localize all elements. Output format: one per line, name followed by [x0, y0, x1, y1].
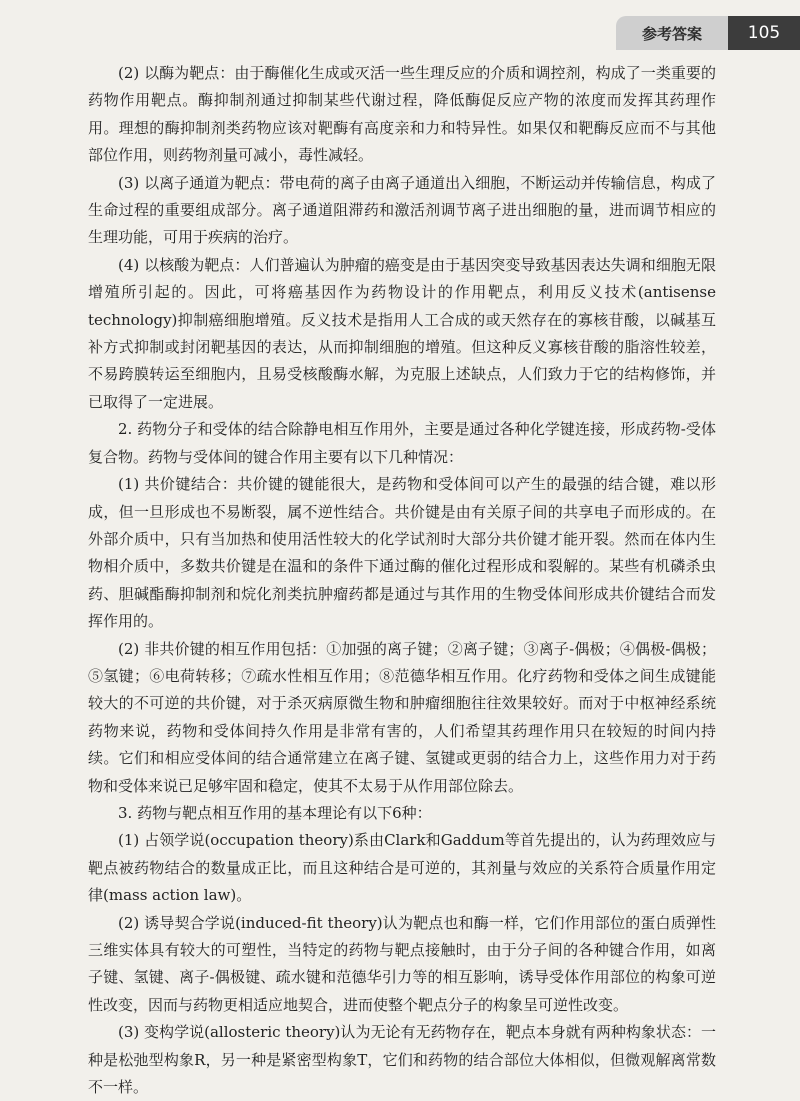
paragraph-ion-channel-target: (3) 以离子通道为靶点：带电荷的离子由离子通道出入细胞，不断运动并传输信息，构成了生命过程的重要组成部分。离子通道阻滞药和激活剂调节离子进出细胞的量，进而调节相应的生理功能，可用于疾病的治疗。	[88, 173, 716, 247]
paragraph-section-3-intro: 3. 药物与靶点相互作用的基本理论有以下6种：	[118, 803, 432, 822]
paragraph-enzyme-target: (2) 以酶为靶点：由于酶催化生成或灭活一些生理反应的介质和调控剂，构成了一类重要的药物作用靶点。酶抑制剂通过抑制某些代谢过程，降低酶促反应产物的浓度而发挥其药理作用。理想的酶抑制剂类药物应该对靶酶有高度亲和力和特异性。如果仅和靶酶反应而不与其他部位作用，则药物剂量可减小，毒性减轻。	[88, 64, 716, 165]
paragraph-induced-fit-theory: (2) 诱导契合学说(induced-fit theory)认为靶点也和酶一样，它们作用部位的蛋白质弹性三维实体具有较大的可塑性，当特定的药物与靶点接触时，由于分子间的各种键合作用，如离子键、氢键、离子-偶极键、疏水键和范德华引力等的相互影响，诱导受体作用部位的构象可逆性改变，因而与药物更相适应地契合，进而使整个靶点分子的构象呈可逆性改变。	[88, 913, 716, 1014]
page-body	[88, 60, 716, 1101]
paragraph-covalent-bond: (1) 共价键结合：共价键的键能很大，是药物和受体间可以产生的最强的结合键，难以形成，但一旦形成也不易断裂，属不逆性结合。共价键是由有关原子间的共享电子而形成的。在外部介质中，只有当加热和使用活性较大的化学试剂时大部分共价键才能开裂。然而在体内生物相介质中，多数共价键是在温和的条件下通过酶的催化过程形成和裂解的。某些有机磷杀虫药、胆碱酯酶抑制剂和烷化剂类抗肿瘤药都是通过与其作用的生物受体间形成共价键结合而发挥作用的。	[88, 475, 716, 631]
paragraph-allosteric-theory: (3) 变构学说(allosteric theory)认为无论有无药物存在，靶点本身就有两种构象状态：一种是松弛型构象R，另一种是紧密型构象T，它们和药物的结合部位大体相似，但微观解离常数不一样。	[88, 1023, 716, 1097]
page-header-tab	[616, 16, 800, 50]
paragraph-nucleic-acid-target: (4) 以核酸为靶点：人们普遍认为肿瘤的癌变是由于基因突变导致基因表达失调和细胞无限增殖所引起的。因此，可将癌基因作为药物设计的作用靶点，利用反义技术(antisense technology)抑制癌细胞增殖。反义技术是指用人工合成的或天然存在的寡核苷酸，以碱基互补方式抑制或封闭靶基因的表达，从而抑制细胞的增殖。但这种反义寡核苷酸的脂溶性较差，不易跨膜转运至细胞内，且易受核酸酶水解，为克服上述缺点，人们致力于它的结构修饰，并已取得了一定进展。	[88, 255, 716, 411]
paragraph-noncovalent-bond: (2) 非共价键的相互作用包括：①加强的离子键；②离子键；③离子-偶极；④偶极-偶极；⑤氢键；⑥电荷转移；⑦疏水性相互作用；⑧范德华相互作用。化疗药物和受体之间生成键能较大的不可逆的共价键，对于杀灭病原微生物和肿瘤细胞往往效果较好。而对于中枢神经系统药物来说，药物和受体间持久作用是非常有害的，人们希望其药理作用只在较短的时间内持续。它们和相应受体间的结合通常建立在离子键、氢键或更弱的结合力上，这些作用力对于药物和受体来说已足够牢固和稳定，使其不太易于从作用部位除去。	[88, 639, 716, 795]
paragraph-occupation-theory: (1) 占领学说(occupation theory)系由Clark和Gaddum等首先提出的，认为药理效应与靶点被药物结合的数量成正比，而且这种结合是可逆的，其剂量与效应的关系符合质量作用定律(mass action law)。	[88, 831, 716, 905]
page-number: 105	[728, 16, 800, 50]
paragraph-section-2-intro: 2. 药物分子和受体的结合除静电相互作用外，主要是通过各种化学键连接，形成药物-受体复合物。药物与受体间的键合作用主要有以下几种情况：	[88, 420, 716, 466]
section-title: 参考答案	[616, 16, 728, 50]
